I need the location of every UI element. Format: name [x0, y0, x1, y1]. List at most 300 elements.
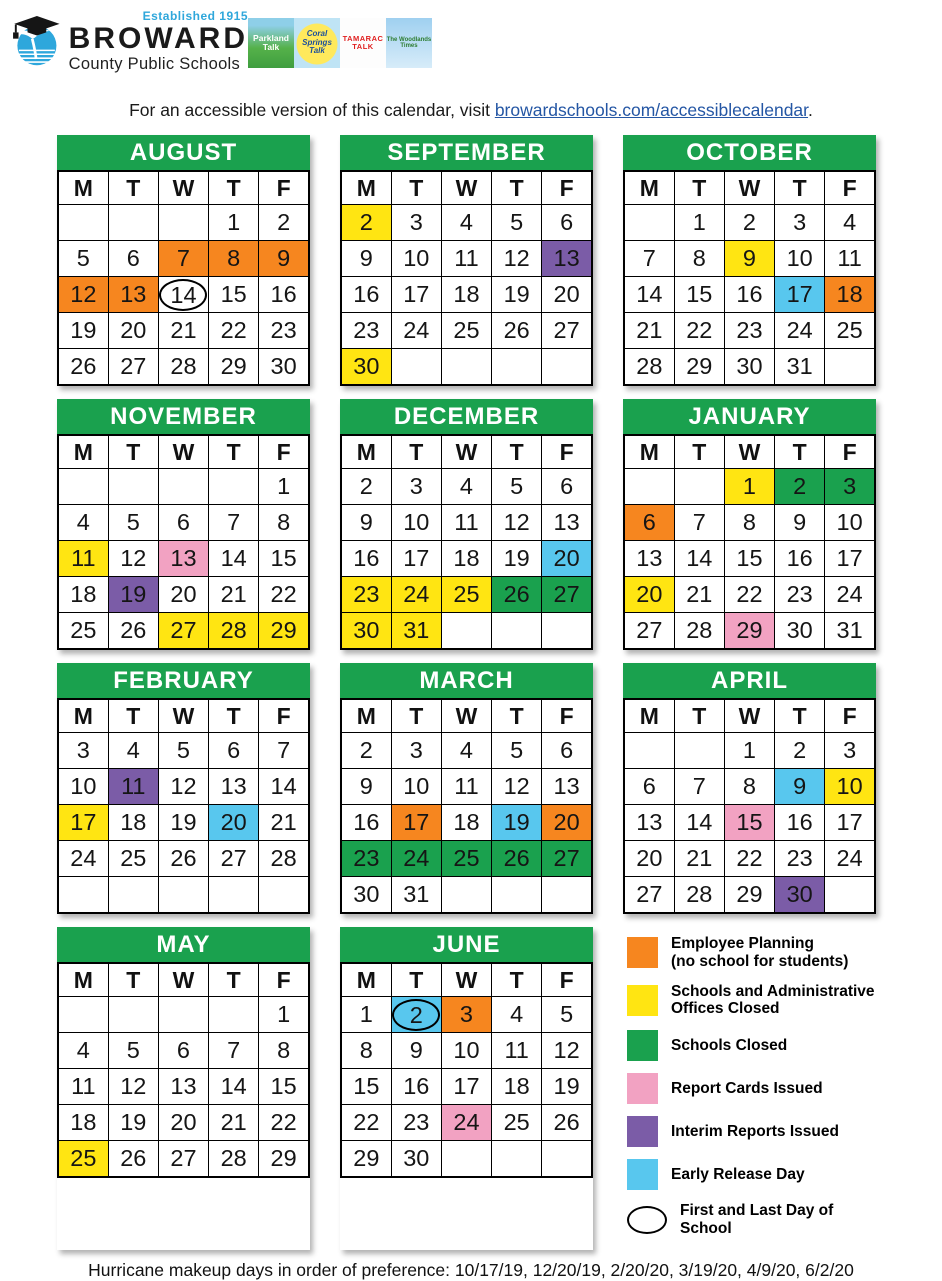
date-cell [391, 997, 441, 1033]
date-cell: 20 [542, 541, 592, 577]
week-row [624, 469, 875, 505]
date-cell: 20 [209, 805, 259, 841]
date-cell: 5 [542, 997, 592, 1033]
week-row [341, 997, 592, 1033]
date-cell: 9 [724, 241, 774, 277]
legend-label [671, 1037, 787, 1055]
date-cell: 28 [259, 841, 309, 877]
date-cell: 13 [542, 241, 592, 277]
date-cell [624, 733, 674, 769]
date-cell: 6 [158, 505, 208, 541]
day-header: T [391, 699, 441, 733]
graduation-cap-palm-icon [8, 8, 63, 74]
week-row [624, 277, 875, 313]
date-cell: 24 [825, 841, 875, 877]
date-cell: 12 [108, 1069, 158, 1105]
month-march [340, 663, 593, 914]
day-header: T [775, 171, 825, 205]
date-cell: 10 [825, 505, 875, 541]
title-bar [432, 18, 942, 68]
date-cell: 25 [108, 841, 158, 877]
date-cell: 17 [825, 805, 875, 841]
date-cell: 26 [158, 841, 208, 877]
day-header: T [391, 963, 441, 997]
date-cell: 3 [775, 205, 825, 241]
month-title: DECEMBER [340, 399, 593, 434]
date-cell: 20 [542, 805, 592, 841]
date-cell [441, 877, 491, 914]
date-cell: 15 [724, 541, 774, 577]
date-cell: 5 [492, 469, 542, 505]
week-row [341, 277, 592, 313]
date-cell: 4 [108, 733, 158, 769]
legend-label-line: Schools Closed [671, 1036, 788, 1054]
day-header: M [341, 171, 391, 205]
month-title: AUGUST [57, 135, 310, 170]
week-row [624, 805, 875, 841]
week-row [341, 805, 592, 841]
day-header: W [158, 963, 208, 997]
date-cell: 4 [441, 733, 491, 769]
date-cell: 29 [259, 613, 309, 650]
day-header-row [341, 963, 592, 997]
legend [623, 927, 876, 1250]
date-cell: 22 [209, 313, 259, 349]
date-cell: 2 [724, 205, 774, 241]
date-cell: 12 [58, 277, 108, 313]
day-header: M [58, 963, 108, 997]
schools-admin-closed-swatch-icon [627, 985, 658, 1016]
week-row [341, 205, 592, 241]
month-may [57, 927, 310, 1250]
week-row [624, 577, 875, 613]
date-cell: 17 [391, 277, 441, 313]
date-cell: 12 [492, 505, 542, 541]
date-cell: 25 [441, 313, 491, 349]
week-row [58, 841, 309, 877]
date-cell [58, 997, 108, 1033]
month-table [340, 170, 593, 386]
date-cell: 6 [542, 205, 592, 241]
week-row [341, 1069, 592, 1105]
legend-label-line: Employee Planning [671, 935, 814, 952]
date-cell: 16 [391, 1069, 441, 1105]
date-cell: 5 [108, 1033, 158, 1069]
date-cell [58, 877, 108, 914]
date-cell: 31 [775, 349, 825, 386]
date-cell: 5 [108, 505, 158, 541]
banner-tamarac [340, 18, 386, 68]
week-row [341, 1141, 592, 1178]
date-cell: 21 [259, 805, 309, 841]
legend-item-interim-reports [627, 1116, 876, 1147]
date-cell: 1 [341, 997, 391, 1033]
date-cell: 23 [391, 1105, 441, 1141]
week-row [341, 1033, 592, 1069]
first-last-day-circle: 14 [159, 279, 207, 311]
hurricane-makeup-note: Hurricane makeup days in order of preference: 10/17/19, 12/20/19, 2/20/20, 3/19/20, 4/9/20, 6/2/20 [88, 1259, 854, 1280]
day-header: F [259, 963, 309, 997]
date-cell: 22 [341, 1105, 391, 1141]
date-cell: 11 [108, 769, 158, 805]
date-cell: 19 [108, 577, 158, 613]
date-cell: 28 [624, 349, 674, 386]
accessibility-note-suffix: . [808, 100, 813, 120]
date-cell: 10 [58, 769, 108, 805]
date-cell: 8 [674, 241, 724, 277]
date-cell: 7 [674, 505, 724, 541]
date-cell: 25 [492, 1105, 542, 1141]
date-cell: 13 [158, 1069, 208, 1105]
month-january [623, 399, 876, 650]
banner-label: Parkland Talk [253, 33, 289, 52]
week-row [58, 577, 309, 613]
month-table [57, 698, 310, 914]
month-september [340, 135, 593, 386]
date-cell: 2 [775, 469, 825, 505]
week-row [624, 313, 875, 349]
date-cell: 6 [542, 469, 592, 505]
legend-item-report-cards [627, 1073, 876, 1104]
date-cell: 20 [624, 577, 674, 613]
date-cell: 28 [158, 349, 208, 386]
date-cell: 1 [724, 733, 774, 769]
legend-label [680, 1202, 876, 1238]
month-title: FEBRUARY [57, 663, 310, 698]
date-cell: 19 [158, 805, 208, 841]
banner-label: The Woodlands Times [386, 36, 432, 49]
date-cell: 14 [209, 541, 259, 577]
date-cell: 7 [209, 1033, 259, 1069]
date-cell: 25 [58, 613, 108, 650]
legend-item-first-last-day [627, 1202, 876, 1238]
logo-name: BROWARD [68, 21, 248, 55]
date-cell [492, 349, 542, 386]
date-cell: 27 [624, 877, 674, 914]
week-row [58, 1069, 309, 1105]
date-cell: 6 [624, 505, 674, 541]
date-cell: 23 [341, 577, 391, 613]
legend-item-schools-closed [627, 1030, 876, 1061]
date-cell [542, 613, 592, 650]
week-row [58, 313, 309, 349]
date-cell [158, 205, 208, 241]
day-header: W [441, 435, 491, 469]
partner-banners [248, 18, 432, 68]
date-cell: 27 [158, 613, 208, 650]
date-cell [108, 877, 158, 914]
date-cell: 22 [674, 313, 724, 349]
date-cell: 11 [58, 1069, 108, 1105]
day-header: W [724, 699, 774, 733]
date-cell: 20 [158, 577, 208, 613]
date-cell: 5 [492, 733, 542, 769]
date-cell [624, 205, 674, 241]
month-february [57, 663, 310, 914]
day-header: T [492, 699, 542, 733]
date-cell: 5 [58, 241, 108, 277]
date-cell: 18 [492, 1069, 542, 1105]
week-row [58, 469, 309, 505]
date-cell [209, 877, 259, 914]
week-row [341, 841, 592, 877]
date-cell: 3 [441, 997, 491, 1033]
date-cell: 25 [441, 841, 491, 877]
date-cell: 21 [209, 577, 259, 613]
date-cell: 27 [108, 349, 158, 386]
month-table [57, 434, 310, 650]
date-cell: 28 [674, 877, 724, 914]
banner-woodlands [386, 18, 432, 68]
date-cell: 15 [209, 277, 259, 313]
date-cell: 17 [391, 541, 441, 577]
date-cell: 3 [391, 205, 441, 241]
date-cell: 30 [341, 613, 391, 650]
date-cell: 23 [724, 313, 774, 349]
date-cell: 8 [209, 241, 259, 277]
date-cell: 30 [341, 877, 391, 914]
banner-parkland [248, 18, 294, 68]
day-header: T [391, 171, 441, 205]
month-august [57, 135, 310, 386]
date-cell: 18 [58, 577, 108, 613]
date-cell: 29 [259, 1141, 309, 1178]
date-cell: 18 [108, 805, 158, 841]
date-cell: 13 [624, 805, 674, 841]
day-header: F [542, 699, 592, 733]
date-cell: 31 [391, 613, 441, 650]
date-cell: 2 [259, 205, 309, 241]
day-header: T [108, 435, 158, 469]
date-cell [542, 877, 592, 914]
date-cell: 11 [441, 769, 491, 805]
date-cell: 12 [492, 241, 542, 277]
legend-label-line: First and Last Day of School [680, 1202, 834, 1238]
month-november [57, 399, 310, 650]
date-cell: 27 [209, 841, 259, 877]
date-cell: 21 [158, 313, 208, 349]
month-table [340, 698, 593, 914]
day-header: W [724, 171, 774, 205]
day-header: W [724, 435, 774, 469]
date-cell: 23 [775, 577, 825, 613]
date-cell: 16 [775, 541, 825, 577]
date-cell: 22 [259, 1105, 309, 1141]
date-cell: 27 [624, 613, 674, 650]
page-header [0, 0, 942, 86]
week-row [341, 577, 592, 613]
week-row [341, 349, 592, 386]
date-cell: 7 [158, 241, 208, 277]
date-cell: 8 [259, 505, 309, 541]
date-cell: 4 [58, 505, 108, 541]
day-header: M [624, 171, 674, 205]
date-cell [158, 469, 208, 505]
date-cell: 9 [259, 241, 309, 277]
week-row [341, 505, 592, 541]
date-cell: 25 [58, 1141, 108, 1178]
week-row [341, 469, 592, 505]
day-header: F [542, 963, 592, 997]
date-cell: 26 [58, 349, 108, 386]
accessible-calendar-link[interactable]: browardschools.com/accessiblecalendar [494, 100, 809, 120]
date-cell: 30 [775, 877, 825, 914]
date-cell [542, 1141, 592, 1178]
week-row [624, 205, 875, 241]
week-row [341, 1105, 592, 1141]
date-cell [624, 469, 674, 505]
month-table [57, 170, 310, 386]
day-header: T [391, 435, 441, 469]
date-cell: 12 [492, 769, 542, 805]
date-cell: 19 [108, 1105, 158, 1141]
date-cell: 20 [158, 1105, 208, 1141]
date-cell: 16 [341, 277, 391, 313]
date-cell: 16 [724, 277, 774, 313]
month-table [57, 962, 310, 1178]
day-header: F [542, 171, 592, 205]
legend-label-line: Interim Reports Issued [671, 1122, 839, 1140]
week-row [624, 769, 875, 805]
date-cell [58, 469, 108, 505]
date-cell: 26 [492, 577, 542, 613]
date-cell: 7 [259, 733, 309, 769]
date-cell: 18 [441, 277, 491, 313]
day-header-row [624, 699, 875, 733]
day-header: M [58, 699, 108, 733]
date-cell: 27 [542, 841, 592, 877]
month-table [623, 434, 876, 650]
month-december [340, 399, 593, 650]
day-header: T [775, 435, 825, 469]
date-cell [674, 733, 724, 769]
date-cell: 18 [58, 1105, 108, 1141]
month-title: SEPTEMBER [340, 135, 593, 170]
day-header: M [58, 171, 108, 205]
date-cell: 15 [259, 541, 309, 577]
broward-schools-logo [8, 8, 248, 74]
date-cell: 29 [674, 349, 724, 386]
date-cell [441, 1141, 491, 1178]
date-cell: 12 [542, 1033, 592, 1069]
date-cell: 11 [492, 1033, 542, 1069]
date-cell: 4 [58, 1033, 108, 1069]
date-cell: 9 [775, 505, 825, 541]
date-cell: 1 [674, 205, 724, 241]
week-row [624, 613, 875, 650]
date-cell: 13 [624, 541, 674, 577]
legend-label-line: Early Release Day [671, 1165, 805, 1183]
date-cell [391, 349, 441, 386]
date-cell: 18 [441, 541, 491, 577]
day-header: W [441, 699, 491, 733]
day-header: T [108, 171, 158, 205]
date-cell: 26 [108, 1141, 158, 1178]
date-cell: 3 [825, 469, 875, 505]
logo-established: Established 1915 [142, 8, 248, 23]
date-cell: 9 [391, 1033, 441, 1069]
day-header: W [158, 435, 208, 469]
date-cell [441, 613, 491, 650]
date-cell: 3 [58, 733, 108, 769]
day-header: F [825, 171, 875, 205]
date-cell: 9 [775, 769, 825, 805]
date-cell: 19 [492, 541, 542, 577]
date-cell: 11 [441, 241, 491, 277]
month-title: MAY [57, 927, 310, 962]
month-table [623, 698, 876, 914]
banner-label: Coral Springs Talk [302, 29, 332, 56]
day-header: F [259, 699, 309, 733]
date-cell: 24 [391, 841, 441, 877]
date-cell: 10 [441, 1033, 491, 1069]
date-cell: 3 [391, 469, 441, 505]
logo-subtitle: County Public Schools [68, 54, 241, 73]
week-row [624, 841, 875, 877]
first-last-day-circle: 2 [392, 999, 440, 1031]
date-cell: 13 [108, 277, 158, 313]
date-cell [441, 349, 491, 386]
date-cell: 29 [724, 613, 774, 650]
day-header: W [441, 963, 491, 997]
date-cell [825, 349, 875, 386]
date-cell [825, 877, 875, 914]
day-header: F [259, 435, 309, 469]
date-cell: 1 [259, 469, 309, 505]
date-cell: 31 [825, 613, 875, 650]
date-cell: 6 [209, 733, 259, 769]
report-cards-swatch-icon [627, 1073, 658, 1104]
week-row [624, 877, 875, 914]
date-cell: 9 [341, 505, 391, 541]
date-cell: 28 [674, 613, 724, 650]
date-cell: 17 [391, 805, 441, 841]
legend-item-early-release [627, 1159, 876, 1190]
date-cell: 6 [158, 1033, 208, 1069]
day-header: W [158, 699, 208, 733]
date-cell: 15 [724, 805, 774, 841]
date-cell: 30 [341, 349, 391, 386]
week-row [341, 241, 592, 277]
date-cell: 19 [542, 1069, 592, 1105]
day-header: T [209, 963, 259, 997]
month-table [340, 434, 593, 650]
date-cell: 9 [341, 241, 391, 277]
week-row [624, 733, 875, 769]
date-cell [108, 205, 158, 241]
months-grid [57, 135, 876, 1250]
date-cell [58, 205, 108, 241]
day-header: T [209, 171, 259, 205]
day-header: T [492, 171, 542, 205]
date-cell: 13 [209, 769, 259, 805]
date-cell: 21 [624, 313, 674, 349]
date-cell: 2 [341, 733, 391, 769]
date-cell: 5 [158, 733, 208, 769]
early-release-swatch-icon [627, 1159, 658, 1190]
date-cell: 8 [724, 769, 774, 805]
date-cell [209, 469, 259, 505]
banner-label: TAMARAC TALK [342, 34, 384, 51]
day-header: T [674, 435, 724, 469]
date-cell: 11 [58, 541, 108, 577]
date-cell: 19 [492, 277, 542, 313]
legend-label-line: (no school for students) [671, 952, 849, 970]
week-row [58, 997, 309, 1033]
logo-text [69, 10, 248, 73]
date-cell: 23 [341, 841, 391, 877]
date-cell: 26 [492, 841, 542, 877]
